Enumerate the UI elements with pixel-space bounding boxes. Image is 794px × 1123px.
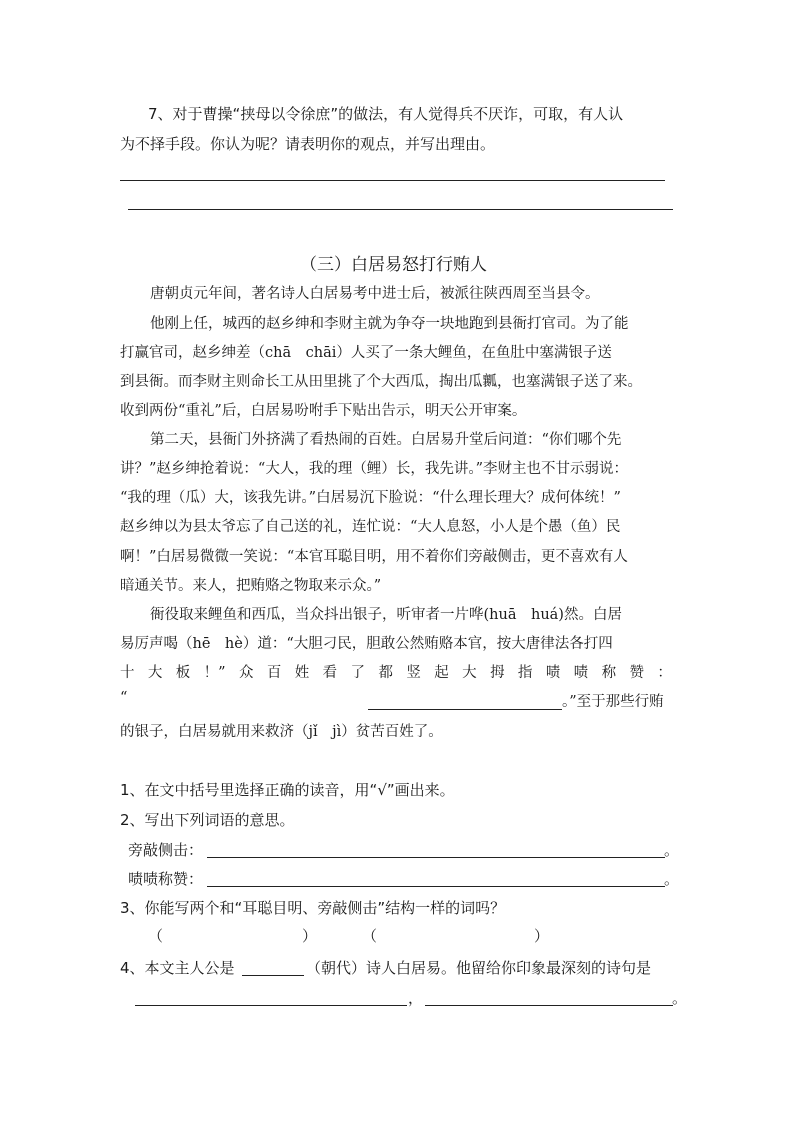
passage-line-14 <box>120 661 672 682</box>
q4-dynasty-blank[interactable] <box>242 975 304 976</box>
passage-char: 称 <box>601 665 617 681</box>
passage-char: 众 <box>238 665 254 681</box>
passage-line-11: 暗通关节。来人，把贿赂之物取来示众。” <box>120 578 382 594</box>
passage-line-5: 收到两份“重礼”后，白居易吩咐手下贴出告示，明天公开审案。 <box>120 403 527 419</box>
passage-char: 啧 <box>545 665 561 681</box>
question-2: 2、写出下列词语的意思。 <box>120 811 295 829</box>
passage-fill-blank[interactable] <box>368 709 562 710</box>
passage-char: 赞 <box>629 665 644 681</box>
passage-char: 都 <box>378 665 393 681</box>
q4-poem-line-1[interactable] <box>135 1005 407 1006</box>
q2b-end: 。 <box>664 870 680 888</box>
question-3: 3、你能写两个和“耳聪目明、旁敲侧击”结构一样的词吗？ <box>120 899 506 917</box>
question-4-part-a: 4、本文主人公是 <box>120 959 235 977</box>
passage-line-2: 他刚上任，城西的赵乡绅和李财主就为争夺一块地跑到县衙打官司。为了能 <box>150 316 629 332</box>
passage-char: 看 <box>322 665 338 681</box>
q4-end: 。 <box>672 989 688 1007</box>
passage-char: 板 <box>175 665 191 681</box>
q7-answer-line-2[interactable] <box>128 209 673 210</box>
q7-line-1: 7、对于曹操“挟母以令徐庶”的做法，有人觉得兵不厌诈，可取，有人认 <box>148 105 624 123</box>
passage-char: 竖 <box>406 665 421 681</box>
passage-line-7: 讲？”赵乡绅抢着说：“大人，我的理（鲤）长，我先讲。”李财主也不甘示弱说： <box>120 461 628 477</box>
passage-char: 大 <box>462 665 477 681</box>
passage-char: 百 <box>266 665 282 681</box>
passage-char: 姓 <box>294 665 310 681</box>
q7-line-2: 为不择手段。你认为呢？请表明你的观点，并写出理由。 <box>120 135 496 153</box>
q2b-answer-line[interactable] <box>207 886 665 887</box>
passage-char: ： <box>657 665 672 681</box>
passage-line-4: 到县衙。而李财主则命长工从田里挑了个大西瓜，掏出瓜瓤，也塞满银子送了来。 <box>120 374 642 390</box>
q2a-label: 旁敲侧击： <box>128 841 204 859</box>
passage-line-15-open-quote: “ <box>120 690 128 706</box>
q7-answer-line-1[interactable] <box>120 180 665 181</box>
q2b-label: 啧啧称赞： <box>128 870 204 888</box>
q4-poem-line-2[interactable] <box>425 1005 673 1006</box>
question-4-part-b: （朝代）诗人白居易。他留给你印象最深刻的诗句是 <box>306 959 652 977</box>
passage-line-12: 衙役取来鲤鱼和西瓜，当众抖出银子，听审者一片哗(huā huá)然。白居 <box>150 607 622 623</box>
passage-line-13: 易厉声喝（hē hè）道：“大胆刁民，胆敢公然贿赂本官，按大唐律法各打四 <box>120 636 613 652</box>
passage-line-9: 赵乡绅以为县太爷忘了自己送的礼，连忙说：“大人息怒，小人是个愚（鱼）民 <box>120 519 621 535</box>
question-1: 1、在文中括号里选择正确的读音，用“√”画出来。 <box>120 781 455 799</box>
passage-line-3: 打赢官司，赵乡绅差（chā chāi）人买了一条大鲤鱼，在鱼肚中塞满银子送 <box>120 345 612 361</box>
passage-char: ！” <box>203 665 226 681</box>
q3-close-2: ） <box>534 927 550 945</box>
passage-line-8: “我的理（瓜）大，该我先讲。”白居易沉下脸说：“什么理长理大？成何体统！” <box>120 490 621 506</box>
passage-char: 大 <box>147 665 163 681</box>
q4-comma: ， <box>408 989 424 1007</box>
q3-close-1: ） <box>302 927 318 945</box>
passage-char: 起 <box>434 665 449 681</box>
section-title: （三）白居易怒打行贿人 <box>300 255 487 275</box>
q3-open-1: （ <box>148 927 164 945</box>
passage-line-15-rest: 。”至于那些行贿 <box>562 694 664 710</box>
passage-line-16: 的银子，白居易就用来救济（jǐ jì）贫苦百姓了。 <box>120 724 443 740</box>
q2a-end: 。 <box>664 841 680 859</box>
passage-char: 啧 <box>573 665 589 681</box>
passage-char: 指 <box>517 665 533 681</box>
passage-char: 了 <box>350 665 366 681</box>
q2a-answer-line[interactable] <box>207 857 665 858</box>
passage-line-1: 唐朝贞元年间，著名诗人白居易考中进士后，被派往陕西周至当县令。 <box>150 286 600 302</box>
passage-line-6: 第二天，县衙门外挤满了看热闹的百姓。白居易升堂后问道：“你们哪个先 <box>150 432 622 448</box>
passage-char: 十 <box>120 665 135 681</box>
q3-open-2: （ <box>362 927 378 945</box>
passage-char: 拇 <box>490 665 505 681</box>
passage-line-10: 啊！”白居易微微一笑说：“本官耳聪目明，用不着你们旁敲侧击，更不喜欢有人 <box>120 549 628 565</box>
